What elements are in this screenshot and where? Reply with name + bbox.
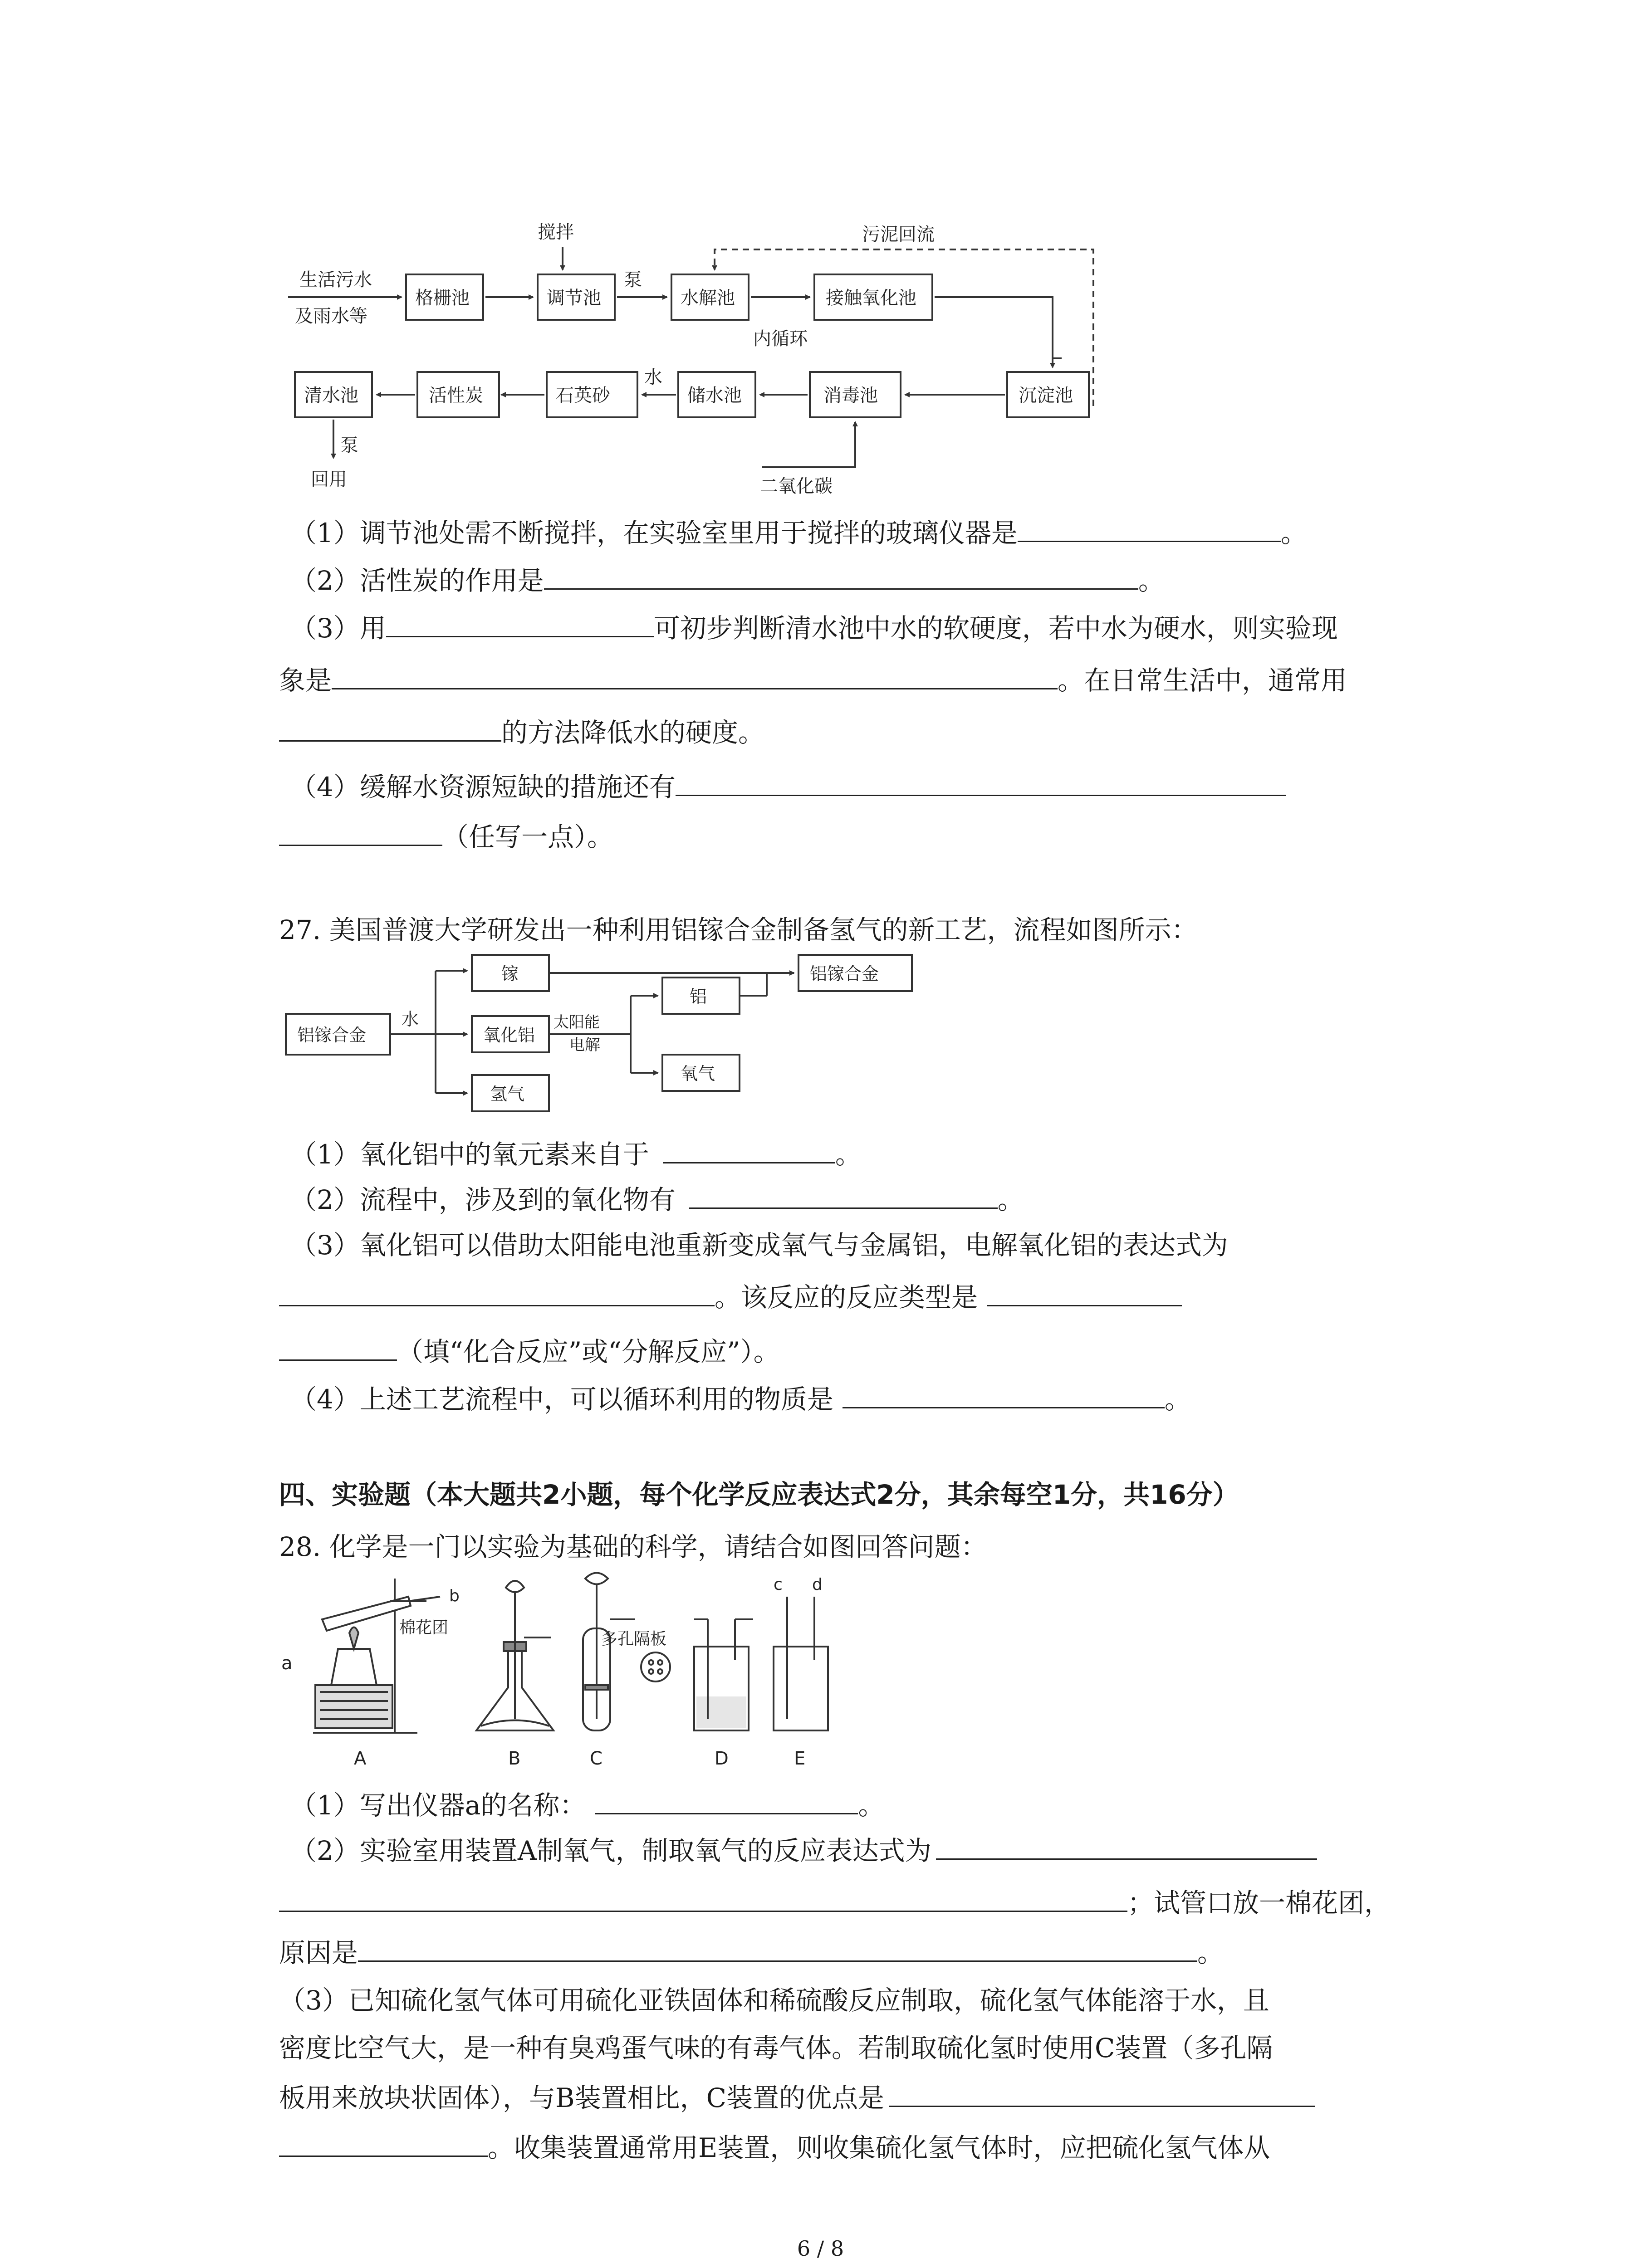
apparatus-figure [272, 1569, 885, 1778]
label-water2: 水 [402, 1009, 419, 1029]
label-contact: 接触氧化池 [826, 288, 916, 308]
label-E: E [794, 1748, 806, 1769]
q27-part2: （2）流程中，涉及到的氧化物有 。 [290, 1179, 1024, 1218]
flow-input-2: 及雨水等 [295, 306, 367, 327]
label-inner-cycle: 内循环 [753, 328, 808, 349]
q27-part3-line2: 。该反应的反应类型是 [279, 1277, 1182, 1315]
label-clear: 清水池 [304, 385, 358, 406]
label-b: b [449, 1587, 460, 1605]
q27-part4: （4）上述工艺流程中，可以循环利用的物质是 。 [290, 1379, 1191, 1418]
q28-part2-line1: （2）实验室用装置A制氧气，制取氧气的反应表达式为 [290, 1830, 1317, 1869]
label-hydrogen: 氢气 [490, 1084, 525, 1104]
label-C: C [590, 1748, 603, 1769]
q28-blank2[interactable] [936, 1830, 1317, 1860]
label-d: d [812, 1575, 823, 1594]
q28-part3-line1: （3）已知硫化氢气体可用硫化亚铁固体和稀硫酸反应制取，硫化氢气体能溶于水，且 [279, 1985, 1269, 2016]
flow-input-1: 生活污水 [299, 269, 372, 290]
q26-part3-line3: 的方法降低水的硬度。 [279, 712, 764, 751]
q28-part3-line4: 。收集装置通常用E装置，则收集硫化氢气体时，应把硫化氢气体从 [279, 2127, 1270, 2166]
label-cotton: 棉花团 [399, 1618, 449, 1637]
q28-part2-line2: ；试管口放一棉花团， [279, 1882, 1391, 1921]
q26-blank2[interactable] [544, 560, 1138, 590]
q27-part3-line3: （填“化合反应”或“分解反应”）。 [279, 1331, 780, 1370]
q26-part3-line1: （3）用 可初步判断清水池中水的软硬度，若中水为硬水，则实验现 [290, 608, 1338, 646]
label-aluminum: 铝 [690, 987, 707, 1007]
apparatus-a [313, 1579, 440, 1733]
q28-blank1[interactable] [595, 1785, 858, 1814]
apparatus-b [476, 1581, 554, 1730]
page-number: 6 / 8 [797, 2236, 844, 2261]
q28-part2-line3: 原因是 。 [279, 1932, 1224, 1971]
q27-blank1[interactable] [663, 1134, 835, 1163]
q27-part3-line1: （3）氧化铝可以借助太阳能电池重新变成氧气与金属铝，电解氧化铝的表达式为 [290, 1230, 1228, 1261]
q26-blank4[interactable] [332, 660, 1058, 689]
q27-blank2[interactable] [689, 1179, 998, 1209]
apparatus-c [583, 1573, 670, 1731]
label-D: D [715, 1748, 729, 1769]
label-regulate: 调节池 [547, 288, 601, 308]
apparatus-d [694, 1619, 753, 1730]
q26-blank7[interactable] [279, 816, 442, 846]
q26-part1: （1）调节池处需不断搅拌，在实验室里用于搅拌的玻璃仪器是 。 [290, 513, 1307, 551]
label-solar: 太阳能 [554, 1013, 600, 1031]
label-carbon: 活性炭 [429, 385, 483, 406]
label-reuse: 回用 [311, 469, 347, 490]
label-pump2: 泵 [340, 435, 358, 456]
q28-stem: 28. 化学是一门以实验为基础的科学，请结合如图回答问题： [279, 1531, 987, 1562]
label-alloy: 铝镓合金 [297, 1025, 367, 1045]
label-disinfect: 消毒池 [823, 385, 878, 406]
alloy-flow-diagram [272, 953, 944, 1134]
label-a: a [281, 1653, 293, 1674]
q27-part1: （1）氧化铝中的氧元素来自于 。 [290, 1134, 862, 1173]
label-grille: 格栅池 [415, 288, 470, 308]
label-co2: 二氧化碳 [760, 476, 833, 497]
q26-blank1[interactable] [1018, 513, 1281, 542]
q26-blank5[interactable] [279, 712, 501, 742]
q27-stem: 27. 美国普渡大学研发出一种利用铝镓合金制备氢气的新工艺，流程如图所示： [279, 914, 1198, 945]
q28-blank6[interactable] [279, 2127, 488, 2157]
label-gallium: 镓 [501, 964, 519, 984]
q28-blank3[interactable] [279, 1882, 1127, 1912]
q27-blank4[interactable] [987, 1277, 1182, 1306]
q26-part4-line2: （任写一点）。 [279, 816, 613, 855]
label-alumina: 氧化铝 [483, 1025, 535, 1045]
label-pump: 泵 [624, 269, 642, 290]
q26-part2: （2）活性炭的作用是 。 [290, 560, 1165, 599]
q26-blank6[interactable] [676, 767, 1286, 796]
label-storage: 储水池 [687, 385, 742, 406]
label-sediment: 沉淀池 [1019, 385, 1073, 406]
label-porous: 多孔隔板 [601, 1630, 667, 1648]
q28-part1: （1）写出仪器a的名称： 。 [290, 1785, 885, 1823]
apparatus-e [774, 1597, 828, 1730]
label-electrolysis: 电解 [569, 1036, 600, 1054]
label-sludge: 污泥回流 [862, 224, 935, 245]
q26-blank3[interactable] [386, 608, 654, 637]
label-quartz: 石英砂 [556, 385, 610, 406]
label-water: 水 [644, 367, 662, 388]
section4-heading: 四、实验题（本大题共2小题，每个化学反应表达式2分，其余每空1分，共16分） [279, 1479, 1239, 1510]
label-alloy-out: 铝镓合金 [810, 964, 879, 984]
q28-part3-line2: 密度比空气大，是一种有臭鸡蛋气味的有毒气体。若制取硫化氢时使用C装置（多孔隔 [279, 2033, 1273, 2063]
q28-blank5[interactable] [889, 2077, 1315, 2107]
label-B: B [508, 1748, 521, 1769]
q26-part3-line2: 象是 。在日常生活中，通常用 [279, 660, 1347, 699]
label-c: c [774, 1575, 783, 1594]
q27-blank3[interactable] [279, 1277, 715, 1306]
q27-blank5[interactable] [279, 1331, 397, 1361]
q26-part4-line1: （4）缓解水资源短缺的措施还有 [290, 767, 1286, 805]
label-stir: 搅拌 [538, 222, 574, 243]
label-A: A [354, 1748, 367, 1769]
q28-part3-line3: 板用来放块状固体），与B装置相比，C装置的优点是 [279, 2077, 1315, 2116]
q27-blank6[interactable] [843, 1379, 1165, 1408]
q28-blank4[interactable] [358, 1932, 1197, 1962]
label-oxygen: 氧气 [681, 1064, 715, 1084]
label-hydrolysis: 水解池 [681, 288, 735, 308]
sewage-flow-diagram [272, 213, 1134, 503]
